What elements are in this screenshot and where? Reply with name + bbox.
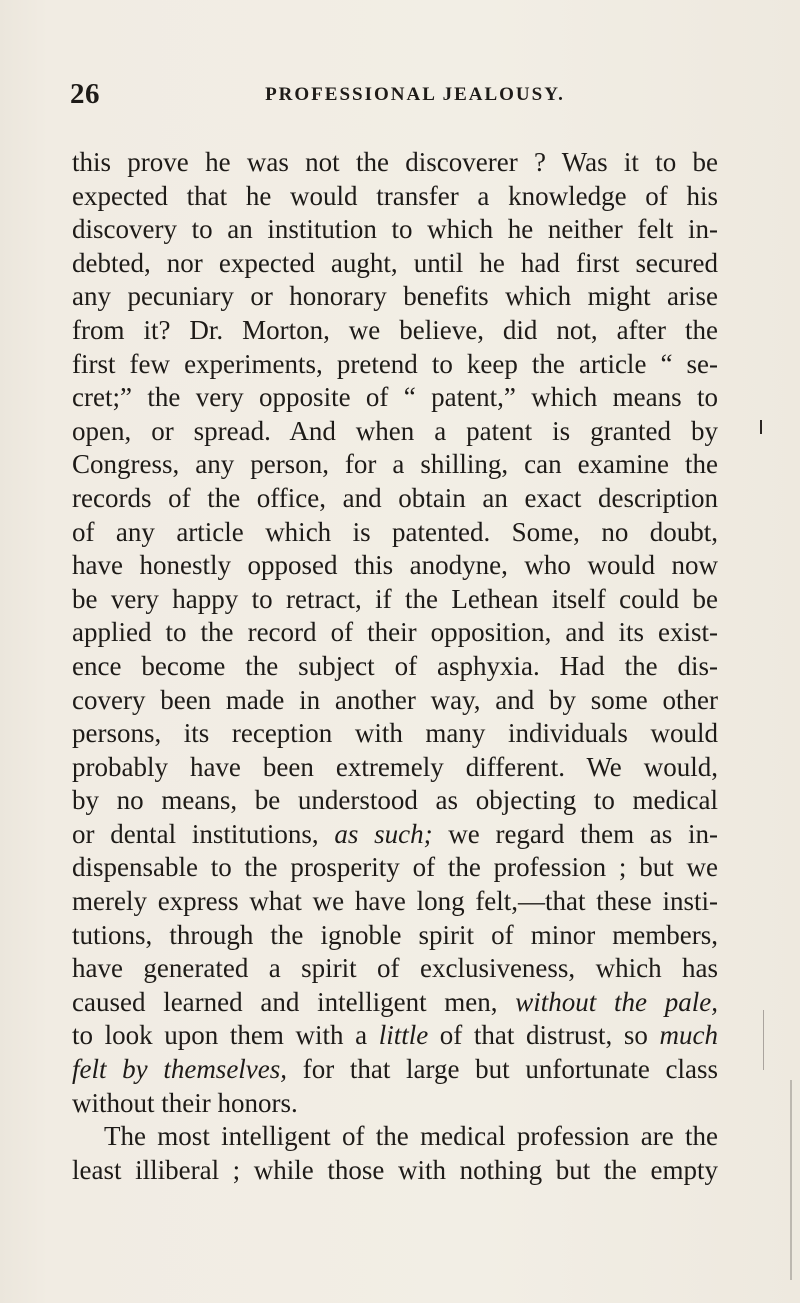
italic-text: much: [659, 1020, 718, 1051]
page-edge-mark: [790, 1080, 792, 1280]
text-segment: of any article which is patented. Some, no doubt,: [72, 516, 718, 547]
italic-text: little: [378, 1020, 429, 1051]
text-line: [72, 280, 718, 314]
text-line: [72, 1120, 718, 1154]
text-line: [72, 1087, 718, 1121]
text-line: [72, 1053, 718, 1087]
text-segment: for that large but unfortunate class: [287, 1054, 718, 1085]
text-line: [72, 348, 718, 382]
text-segment: any pecuniary or honorary benefits which might arise: [72, 281, 718, 312]
text-line: [72, 818, 718, 852]
text-segment: least illiberal ; while those with nothing but the empty: [72, 1154, 718, 1185]
text-segment: Congress, any person, for a shilling, can examine the: [72, 449, 718, 480]
text-line: [72, 314, 718, 348]
text-line: [72, 684, 718, 718]
text-line: [72, 1154, 718, 1188]
text-segment: debted, nor expected aught, until he had first secured: [72, 247, 718, 278]
text-line: [72, 919, 718, 953]
page-header: [70, 78, 720, 112]
text-segment: records of the office, and obtain an exact description: [72, 482, 718, 513]
text-line: [72, 146, 718, 180]
text-line: [72, 482, 718, 516]
text-segment: open, or spread. And when a patent is granted by: [72, 415, 718, 446]
text-segment: to look upon them with a: [72, 1020, 379, 1051]
italic-text: without the pale,: [515, 986, 718, 1017]
text-segment: have honestly opposed this anodyne, who would now: [72, 550, 718, 581]
italic-text: as such;: [334, 818, 433, 849]
text-line: [72, 650, 718, 684]
text-line: [72, 415, 718, 449]
italic-text: felt by themselves,: [72, 1054, 288, 1085]
text-segment: The most intelligent of the medical profession are the: [104, 1121, 718, 1152]
text-line: [72, 583, 718, 617]
text-segment: dispensable to the prosperity of the profession ; but we: [72, 852, 718, 883]
text-segment: expected that he would transfer a knowledge of his: [72, 180, 718, 211]
text-segment: persons, its reception with many individuals would: [72, 718, 718, 749]
page-number: 26: [70, 78, 100, 110]
text-line: [72, 751, 718, 785]
text-line: [72, 1019, 718, 1053]
text-line: [72, 516, 718, 550]
text-segment: covery been made in another way, and by some other: [72, 684, 718, 715]
text-segment: tutions, through the ignoble spirit of minor members,: [72, 919, 718, 950]
text-segment: or dental institutions,: [72, 818, 335, 849]
page-edge-mark: [763, 1010, 764, 1070]
text-segment: this prove he was not the discoverer ? Was it to be: [72, 147, 718, 177]
text-line: [72, 549, 718, 583]
text-segment: probably have been extremely different. We would,: [72, 751, 718, 782]
text-segment: cret;” the very opposite of “ patent,” which means to: [72, 382, 718, 413]
text-line: [72, 448, 718, 482]
text-line: [72, 717, 718, 751]
text-line: [72, 851, 718, 885]
text-segment: of that distrust, so: [428, 1020, 660, 1051]
text-segment: from it? Dr. Morton, we believe, did not, after the: [72, 314, 718, 345]
text-segment: caused learned and intelligent men,: [72, 986, 516, 1017]
text-segment: by no means, be understood as objecting to medical: [72, 785, 718, 816]
text-line: [72, 885, 718, 919]
text-segment: first few experiments, pretend to keep the article “ se-: [72, 348, 718, 379]
text-line: [72, 381, 718, 415]
text-segment: have generated a spirit of exclusiveness, which has: [72, 953, 718, 984]
text-line: [72, 180, 718, 214]
text-segment: merely express what we have long felt,—that these insti-: [72, 886, 718, 917]
text-segment: ence become the subject of asphyxia. Had the dis-: [72, 650, 718, 681]
text-segment: without their honors.: [72, 1087, 298, 1118]
text-line: [72, 952, 718, 986]
text-line: [72, 784, 718, 818]
running-head: PROFESSIONAL JEALOUSY.: [265, 84, 565, 105]
text-line: [72, 986, 718, 1020]
page-edge-mark: [760, 420, 762, 434]
text-line: [72, 213, 718, 247]
text-segment: we regard them as in-: [432, 818, 718, 849]
text-segment: applied to the record of their opposition, and its exist-: [72, 617, 718, 648]
text-line: [72, 247, 718, 281]
text-segment: discovery to an institution to which he neither felt in-: [72, 214, 718, 245]
text-line: [72, 616, 718, 650]
text-segment: be very happy to retract, if the Lethean itself could be: [72, 583, 718, 614]
body-text: [72, 146, 718, 1187]
